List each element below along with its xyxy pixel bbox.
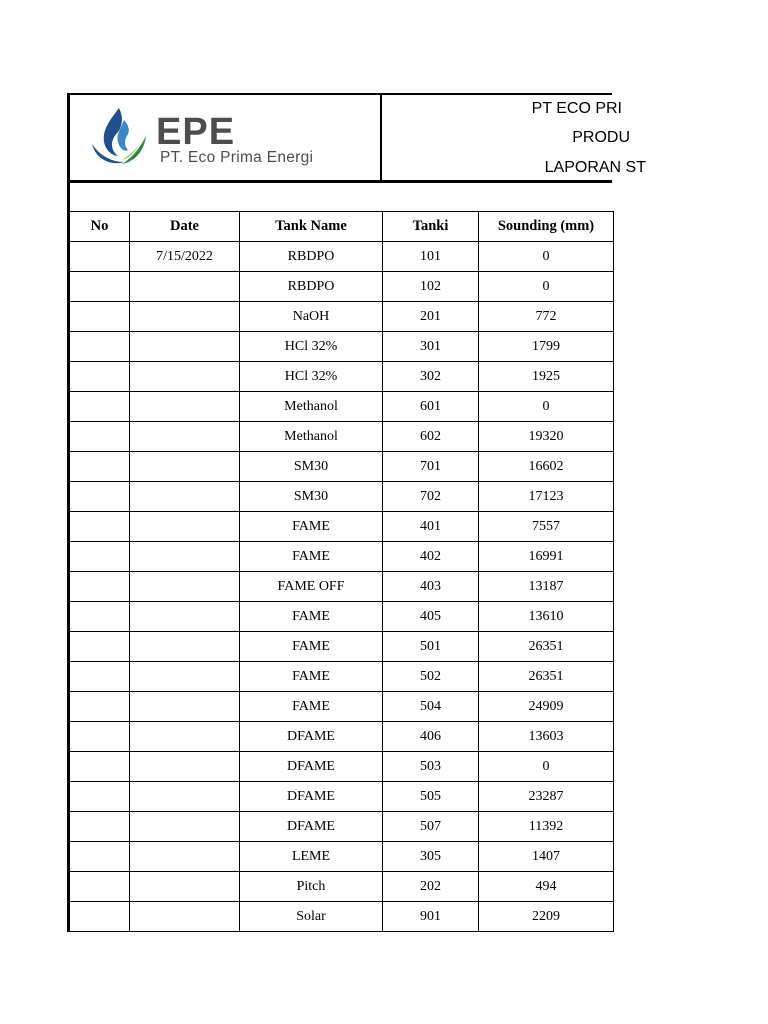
column-header-date: Date xyxy=(130,212,240,242)
cell-tank-name: FAME OFF xyxy=(240,572,383,602)
table-row xyxy=(69,902,614,932)
cell-tank-name: SM30 xyxy=(240,452,383,482)
cell-no xyxy=(69,812,130,842)
table-row xyxy=(69,452,614,482)
cell-date xyxy=(130,632,240,662)
spacer-row xyxy=(67,183,70,211)
cell-tanki: 401 xyxy=(383,512,479,542)
cell-sounding: 2209 xyxy=(479,902,614,932)
company-logo-text: EPE xyxy=(156,111,236,153)
cell-no xyxy=(69,362,130,392)
table-row xyxy=(69,422,614,452)
cell-date xyxy=(130,482,240,512)
cell-no xyxy=(69,302,130,332)
cell-date xyxy=(130,902,240,932)
cell-sounding: 26351 xyxy=(479,662,614,692)
cell-no xyxy=(69,602,130,632)
cell-date: 7/15/2022 xyxy=(130,242,240,272)
cell-date xyxy=(130,602,240,632)
table-row xyxy=(69,602,614,632)
report-header xyxy=(67,93,646,183)
table-row xyxy=(69,632,614,662)
cell-sounding: 13603 xyxy=(479,722,614,752)
cell-date xyxy=(130,782,240,812)
cell-sounding: 23287 xyxy=(479,782,614,812)
cell-date xyxy=(130,722,240,752)
cell-sounding: 1799 xyxy=(479,332,614,362)
table-row xyxy=(69,662,614,692)
cell-no xyxy=(69,662,130,692)
cell-sounding: 13187 xyxy=(479,572,614,602)
cell-tanki: 101 xyxy=(383,242,479,272)
cell-tanki: 502 xyxy=(383,662,479,692)
cell-tank-name: RBDPO xyxy=(240,242,383,272)
table-row xyxy=(69,362,614,392)
cell-tank-name: FAME xyxy=(240,602,383,632)
cell-sounding: 0 xyxy=(479,392,614,422)
table-row xyxy=(69,752,614,782)
cell-sounding: 7557 xyxy=(479,512,614,542)
cell-tanki: 601 xyxy=(383,392,479,422)
cell-tanki: 305 xyxy=(383,842,479,872)
cell-date xyxy=(130,572,240,602)
cell-tank-name: DFAME xyxy=(240,752,383,782)
cell-tanki: 701 xyxy=(383,452,479,482)
cell-no xyxy=(69,872,130,902)
table-row xyxy=(69,482,614,512)
cell-date xyxy=(130,872,240,902)
cell-tanki: 301 xyxy=(383,332,479,362)
cell-no xyxy=(69,452,130,482)
table-row xyxy=(69,722,614,752)
cell-tank-name: Methanol xyxy=(240,392,383,422)
cell-sounding: 1925 xyxy=(479,362,614,392)
flame-leaf-logo-icon xyxy=(88,106,150,168)
cell-date xyxy=(130,272,240,302)
cell-no xyxy=(69,692,130,722)
cell-sounding: 772 xyxy=(479,302,614,332)
tank-stock-table xyxy=(67,211,614,932)
cell-no xyxy=(69,512,130,542)
table-row xyxy=(69,782,614,812)
cell-sounding: 24909 xyxy=(479,692,614,722)
cell-tank-name: Solar xyxy=(240,902,383,932)
cell-tanki: 507 xyxy=(383,812,479,842)
cell-tank-name: DFAME xyxy=(240,812,383,842)
cell-no xyxy=(69,332,130,362)
cell-no xyxy=(69,542,130,572)
cell-date xyxy=(130,392,240,422)
cell-sounding: 0 xyxy=(479,242,614,272)
table-row xyxy=(69,272,614,302)
company-logo-cell xyxy=(70,95,382,180)
cell-sounding: 0 xyxy=(479,752,614,782)
table-row xyxy=(69,512,614,542)
column-header-no: No xyxy=(69,212,130,242)
cell-tank-name: FAME xyxy=(240,662,383,692)
cell-tank-name: DFAME xyxy=(240,722,383,752)
company-name: PT. Eco Prima Energi xyxy=(160,149,314,166)
cell-date xyxy=(130,812,240,842)
column-header-sounding: Sounding (mm) xyxy=(479,212,614,242)
cell-no xyxy=(69,632,130,662)
cell-sounding: 19320 xyxy=(479,422,614,452)
cell-tanki: 102 xyxy=(383,272,479,302)
table-row xyxy=(69,692,614,722)
table-header-row xyxy=(69,212,614,242)
cell-tank-name: LEME xyxy=(240,842,383,872)
cell-tanki: 504 xyxy=(383,692,479,722)
cell-sounding: 13610 xyxy=(479,602,614,632)
title-company: PT ECO PRI xyxy=(531,100,622,117)
cell-tanki: 403 xyxy=(383,572,479,602)
cell-tanki: 503 xyxy=(383,752,479,782)
table-row xyxy=(69,842,614,872)
cell-tank-name: HCl 32% xyxy=(240,332,383,362)
cell-sounding: 0 xyxy=(479,272,614,302)
cell-tanki: 501 xyxy=(383,632,479,662)
cell-no xyxy=(69,782,130,812)
cell-tank-name: NaOH xyxy=(240,302,383,332)
cell-tank-name: FAME xyxy=(240,542,383,572)
cell-no xyxy=(69,242,130,272)
cell-tanki: 405 xyxy=(383,602,479,632)
cell-no xyxy=(69,842,130,872)
cell-date xyxy=(130,452,240,482)
cell-no xyxy=(69,422,130,452)
table-body xyxy=(69,242,614,932)
table-row xyxy=(69,812,614,842)
table-row xyxy=(69,302,614,332)
table-row xyxy=(69,572,614,602)
table-row xyxy=(69,872,614,902)
column-header-tank-name: Tank Name xyxy=(240,212,383,242)
cell-sounding: 1407 xyxy=(479,842,614,872)
cell-tank-name: DFAME xyxy=(240,782,383,812)
cell-tank-name: FAME xyxy=(240,632,383,662)
cell-tank-name: Pitch xyxy=(240,872,383,902)
cell-tanki: 901 xyxy=(383,902,479,932)
cell-sounding: 26351 xyxy=(479,632,614,662)
cell-tanki: 402 xyxy=(383,542,479,572)
cell-no xyxy=(69,752,130,782)
cell-tanki: 202 xyxy=(383,872,479,902)
cell-tanki: 302 xyxy=(383,362,479,392)
cell-no xyxy=(69,572,130,602)
cell-date xyxy=(130,332,240,362)
table-row xyxy=(69,242,614,272)
cell-date xyxy=(130,302,240,332)
cell-tanki: 505 xyxy=(383,782,479,812)
cell-tanki: 201 xyxy=(383,302,479,332)
table-row xyxy=(69,392,614,422)
cell-date xyxy=(130,542,240,572)
cell-sounding: 16991 xyxy=(479,542,614,572)
cell-no xyxy=(69,902,130,932)
report-title-cell xyxy=(382,95,646,180)
cell-sounding: 11392 xyxy=(479,812,614,842)
cell-date xyxy=(130,662,240,692)
cell-tank-name: HCl 32% xyxy=(240,362,383,392)
cell-sounding: 16602 xyxy=(479,452,614,482)
cell-no xyxy=(69,392,130,422)
cell-date xyxy=(130,752,240,782)
cell-sounding: 17123 xyxy=(479,482,614,512)
cell-date xyxy=(130,692,240,722)
column-header-tanki: Tanki xyxy=(383,212,479,242)
cell-tanki: 602 xyxy=(383,422,479,452)
cell-date xyxy=(130,362,240,392)
title-department: PRODU xyxy=(572,129,630,146)
cell-tank-name: RBDPO xyxy=(240,272,383,302)
cell-tank-name: Methanol xyxy=(240,422,383,452)
cell-date xyxy=(130,422,240,452)
cell-date xyxy=(130,842,240,872)
table-row xyxy=(69,332,614,362)
cell-tanki: 406 xyxy=(383,722,479,752)
cell-sounding: 494 xyxy=(479,872,614,902)
cell-date xyxy=(130,512,240,542)
cell-no xyxy=(69,722,130,752)
title-report: LAPORAN ST xyxy=(544,159,646,176)
cell-tank-name: SM30 xyxy=(240,482,383,512)
cell-no xyxy=(69,482,130,512)
table-row xyxy=(69,542,614,572)
cell-tank-name: FAME xyxy=(240,512,383,542)
cell-no xyxy=(69,272,130,302)
cell-tanki: 702 xyxy=(383,482,479,512)
cell-tank-name: FAME xyxy=(240,692,383,722)
